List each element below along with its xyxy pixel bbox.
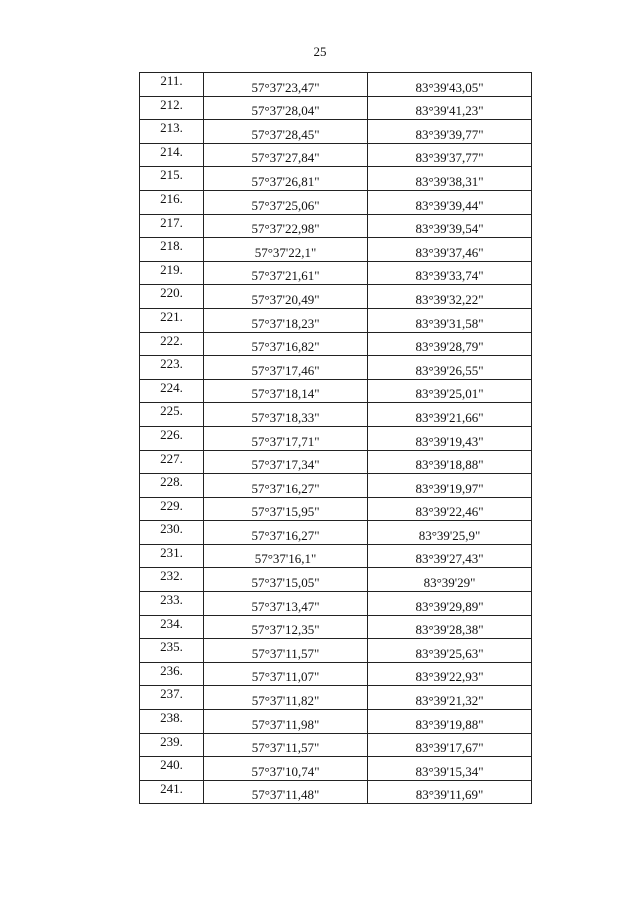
table-row xyxy=(140,120,532,144)
longitude-cell: 83°39'41,23" xyxy=(368,96,532,120)
longitude-cell: 83°39'15,34" xyxy=(368,757,532,781)
point-number-cell: 213. xyxy=(140,120,204,144)
table-row xyxy=(140,285,532,309)
latitude-cell: 57°37'22,98" xyxy=(204,214,368,238)
longitude-cell: 83°39'22,93" xyxy=(368,662,532,686)
latitude-cell: 57°37'12,35" xyxy=(204,615,368,639)
table-row xyxy=(140,73,532,97)
longitude-cell: 83°39'25,9" xyxy=(368,521,532,545)
point-number-cell: 232. xyxy=(140,568,204,592)
point-number-cell: 227. xyxy=(140,450,204,474)
longitude-cell: 83°39'22,46" xyxy=(368,497,532,521)
latitude-cell: 57°37'16,1" xyxy=(204,544,368,568)
point-number-cell: 233. xyxy=(140,592,204,616)
table-row xyxy=(140,521,532,545)
longitude-cell: 83°39'19,88" xyxy=(368,710,532,734)
table-row xyxy=(140,450,532,474)
table-row xyxy=(140,356,532,380)
latitude-cell: 57°37'17,71" xyxy=(204,426,368,450)
latitude-cell: 57°37'11,57" xyxy=(204,733,368,757)
table-row xyxy=(140,544,532,568)
table-row xyxy=(140,615,532,639)
table-row xyxy=(140,757,532,781)
latitude-cell: 57°37'17,34" xyxy=(204,450,368,474)
latitude-cell: 57°37'18,23" xyxy=(204,308,368,332)
table-row xyxy=(140,190,532,214)
point-number-cell: 230. xyxy=(140,521,204,545)
latitude-cell: 57°37'16,27" xyxy=(204,521,368,545)
point-number-cell: 226. xyxy=(140,426,204,450)
table-row xyxy=(140,710,532,734)
latitude-cell: 57°37'11,98" xyxy=(204,710,368,734)
latitude-cell: 57°37'17,46" xyxy=(204,356,368,380)
table-row xyxy=(140,379,532,403)
latitude-cell: 57°37'21,61" xyxy=(204,261,368,285)
longitude-cell: 83°39'25,63" xyxy=(368,639,532,663)
point-number-cell: 240. xyxy=(140,757,204,781)
table-row xyxy=(140,214,532,238)
latitude-cell: 57°37'16,27" xyxy=(204,474,368,498)
longitude-cell: 83°39'39,44" xyxy=(368,190,532,214)
longitude-cell: 83°39'39,54" xyxy=(368,214,532,238)
table-row xyxy=(140,780,532,804)
point-number-cell: 238. xyxy=(140,710,204,734)
latitude-cell: 57°37'11,48" xyxy=(204,780,368,804)
point-number-cell: 211. xyxy=(140,73,204,97)
latitude-cell: 57°37'11,57" xyxy=(204,639,368,663)
latitude-cell: 57°37'15,05" xyxy=(204,568,368,592)
table-row xyxy=(140,592,532,616)
table-row xyxy=(140,238,532,262)
point-number-cell: 220. xyxy=(140,285,204,309)
page-number: 25 xyxy=(313,44,327,59)
table-row xyxy=(140,662,532,686)
latitude-cell: 57°37'28,04" xyxy=(204,96,368,120)
point-number-cell: 222. xyxy=(140,332,204,356)
longitude-cell: 83°39'17,67" xyxy=(368,733,532,757)
longitude-cell: 83°39'29,89" xyxy=(368,592,532,616)
longitude-cell: 83°39'29" xyxy=(368,568,532,592)
table-row xyxy=(140,639,532,663)
point-number-cell: 239. xyxy=(140,733,204,757)
longitude-cell: 83°39'25,01" xyxy=(368,379,532,403)
table-row xyxy=(140,474,532,498)
latitude-cell: 57°37'16,82" xyxy=(204,332,368,356)
latitude-cell: 57°37'25,06" xyxy=(204,190,368,214)
point-number-cell: 231. xyxy=(140,544,204,568)
longitude-cell: 83°39'38,31" xyxy=(368,167,532,191)
point-number-cell: 216. xyxy=(140,190,204,214)
longitude-cell: 83°39'11,69" xyxy=(368,780,532,804)
point-number-cell: 241. xyxy=(140,780,204,804)
table-row xyxy=(140,261,532,285)
latitude-cell: 57°37'22,1" xyxy=(204,238,368,262)
longitude-cell: 83°39'19,97" xyxy=(368,474,532,498)
point-number-cell: 234. xyxy=(140,615,204,639)
point-number-cell: 219. xyxy=(140,261,204,285)
table-row xyxy=(140,568,532,592)
point-number-cell: 229. xyxy=(140,497,204,521)
point-number-cell: 225. xyxy=(140,403,204,427)
longitude-cell: 83°39'18,88" xyxy=(368,450,532,474)
longitude-cell: 83°39'26,55" xyxy=(368,356,532,380)
latitude-cell: 57°37'10,74" xyxy=(204,757,368,781)
longitude-cell: 83°39'39,77" xyxy=(368,120,532,144)
longitude-cell: 83°39'21,66" xyxy=(368,403,532,427)
longitude-cell: 83°39'37,77" xyxy=(368,143,532,167)
point-number-cell: 218. xyxy=(140,238,204,262)
point-number-cell: 228. xyxy=(140,474,204,498)
longitude-cell: 83°39'28,79" xyxy=(368,332,532,356)
longitude-cell: 83°39'31,58" xyxy=(368,308,532,332)
latitude-cell: 57°37'18,14" xyxy=(204,379,368,403)
longitude-cell: 83°39'32,22" xyxy=(368,285,532,309)
table-row xyxy=(140,167,532,191)
table-row xyxy=(140,686,532,710)
point-number-cell: 217. xyxy=(140,214,204,238)
coordinates-table xyxy=(139,72,532,804)
longitude-cell: 83°39'37,46" xyxy=(368,238,532,262)
latitude-cell: 57°37'11,82" xyxy=(204,686,368,710)
longitude-cell: 83°39'27,43" xyxy=(368,544,532,568)
latitude-cell: 57°37'26,81" xyxy=(204,167,368,191)
longitude-cell: 83°39'43,05" xyxy=(368,73,532,97)
point-number-cell: 237. xyxy=(140,686,204,710)
latitude-cell: 57°37'28,45" xyxy=(204,120,368,144)
table-row xyxy=(140,497,532,521)
point-number-cell: 221. xyxy=(140,308,204,332)
latitude-cell: 57°37'13,47" xyxy=(204,592,368,616)
point-number-cell: 212. xyxy=(140,96,204,120)
table-row xyxy=(140,733,532,757)
longitude-cell: 83°39'21,32" xyxy=(368,686,532,710)
latitude-cell: 57°37'11,07" xyxy=(204,662,368,686)
table-row xyxy=(140,403,532,427)
longitude-cell: 83°39'28,38" xyxy=(368,615,532,639)
latitude-cell: 57°37'27,84" xyxy=(204,143,368,167)
table-row xyxy=(140,332,532,356)
latitude-cell: 57°37'23,47" xyxy=(204,73,368,97)
longitude-cell: 83°39'19,43" xyxy=(368,426,532,450)
table-row xyxy=(140,96,532,120)
point-number-cell: 236. xyxy=(140,662,204,686)
latitude-cell: 57°37'18,33" xyxy=(204,403,368,427)
longitude-cell: 83°39'33,74" xyxy=(368,261,532,285)
coordinates-table-body xyxy=(140,73,532,804)
point-number-cell: 214. xyxy=(140,143,204,167)
point-number-cell: 224. xyxy=(140,379,204,403)
table-row xyxy=(140,426,532,450)
latitude-cell: 57°37'20,49" xyxy=(204,285,368,309)
table-row xyxy=(140,143,532,167)
latitude-cell: 57°37'15,95" xyxy=(204,497,368,521)
point-number-cell: 215. xyxy=(140,167,204,191)
point-number-cell: 223. xyxy=(140,356,204,380)
point-number-cell: 235. xyxy=(140,639,204,663)
table-row xyxy=(140,308,532,332)
